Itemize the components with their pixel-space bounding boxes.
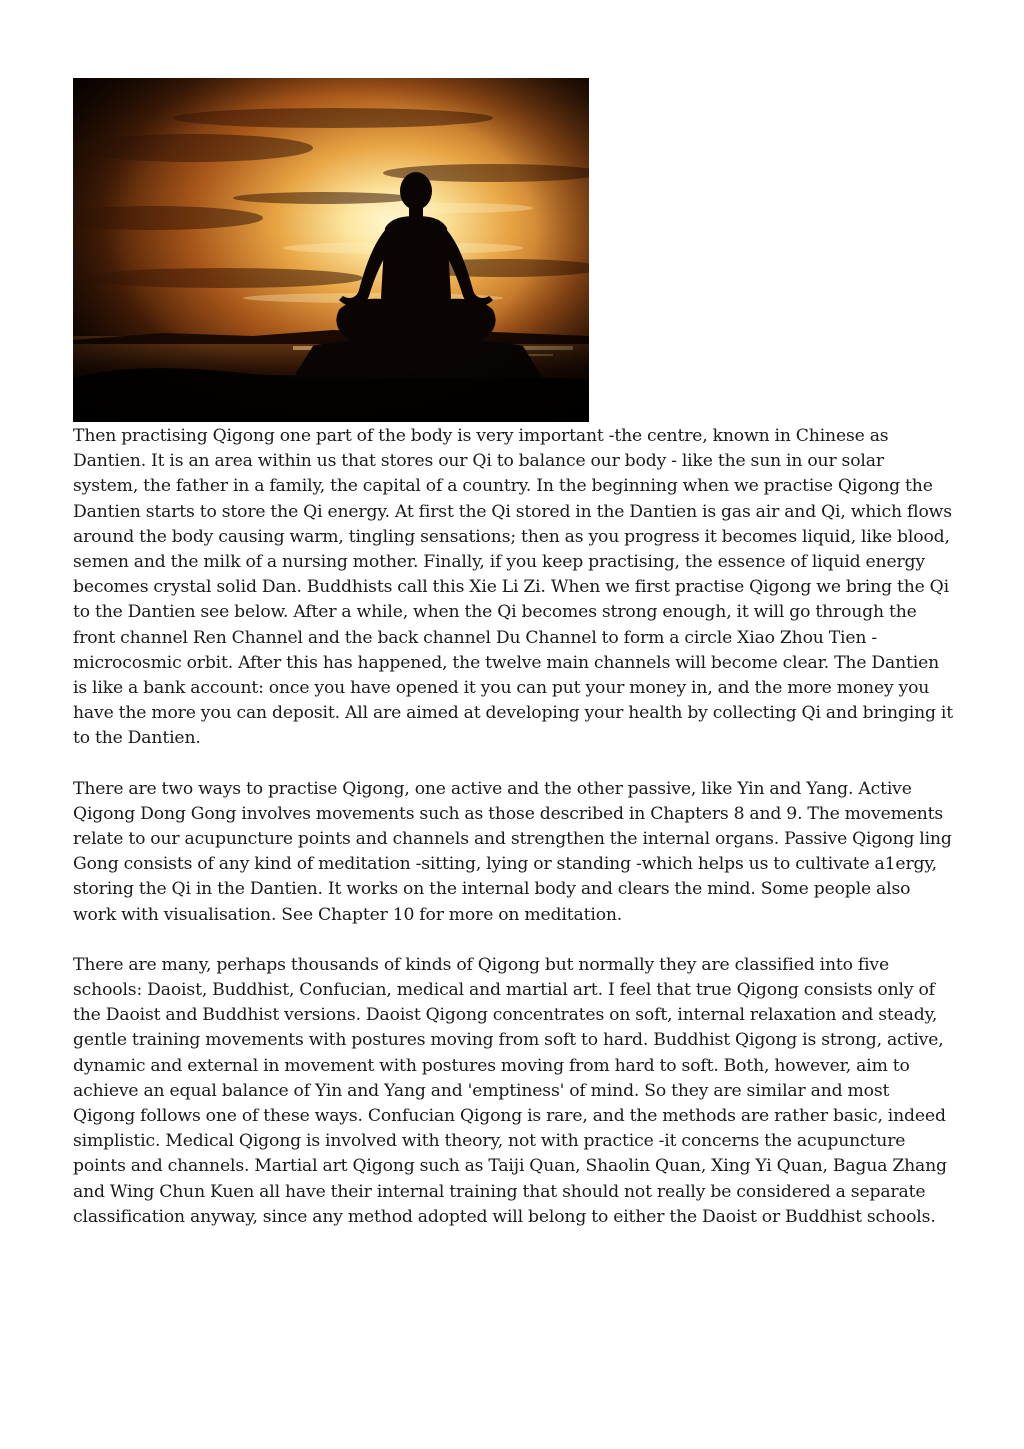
document-page xyxy=(73,78,953,1255)
paragraph-dantien: Then practising Qigong one part of the body is very important -the centre, known in Chinese as Dantien. It is an area within us that stores our Qi to balance our body - like the sun in our solar system, the father in a family, the capital of a country. In the beginning when we practise Qigong the Dantien starts to store the Qi energy. At first the Qi stored in the Dantien is gas air and Qi, which flows around the body causing warm, tingling sensations; then as you progress it becomes liquid, like blood, semen and the milk of a nursing mother. Finally, if you keep practising, the essence of liquid energy becomes crystal solid Dan. Buddhists call this Xie Li Zi. When we first practise Qigong we bring the Qi to the Dantien see below. After a while, when the Qi becomes strong enough, it will go through the front channel Ren Channel and the back channel Du Channel to form a circle Xiao Zhou Tien -microcosmic orbit. After this has happened, the twelve main channels will become clear. The Dantien is like a bank account: once you have opened it you can put your money in, and the more money you have the more you can deposit. All are aimed at developing your health by collecting Qi and bringing it to the Dantien. xyxy=(73,426,953,749)
meditation-photo xyxy=(73,78,589,422)
paragraph-two-ways: There are two ways to practise Qigong, one active and the other passive, like Yin and Yang. Active Qigong Dong Gong involves movements such as those described in Chapters 8 and 9. The movements relate to our acupuncture points and channels and strengthen the internal organs. Passive Qigong ling Gong consists of any kind of meditation -sitting, lying or standing -which helps us to cultivate a1ergy, storing the Qi in the Dantien. It works on the internal body and clears the mind. Some people also work with visualisation. See Chapter 10 for more on meditation. xyxy=(73,778,952,925)
paragraph-five-schools: There are many, perhaps thousands of kinds of Qigong but normally they are classified into five schools: Daoist, Buddhist, Confucian, medical and martial art. I feel that true Qigong consists only of the Daoist and Buddhist versions. Daoist Qigong concentrates on soft, internal relaxation and steady, gentle training movements with postures moving from soft to hard. Buddhist Qigong is strong, active, dynamic and external in movement with postures moving from hard to soft. Both, however, aim to achieve an equal balance of Yin and Yang and 'emptiness' of mind. So they are similar and most Qigong follows one of these ways. Confucian Qigong is rare, and the methods are rather basic, indeed simplistic. Medical Qigong is involved with theory, not with practice -it concerns the acupuncture points and channels. Martial art Qigong such as Taiji Quan, Shaolin Quan, Xing Yi Quan, Bagua Zhang and Wing Chun Kuen all have their internal training that should not really be considered a separate classification anyway, since any method adopted will belong to either the Daoist or Buddhist schools. xyxy=(73,954,947,1227)
meditation-silhouette-sunset-photo-icon xyxy=(73,78,589,422)
article-body xyxy=(73,424,953,1230)
